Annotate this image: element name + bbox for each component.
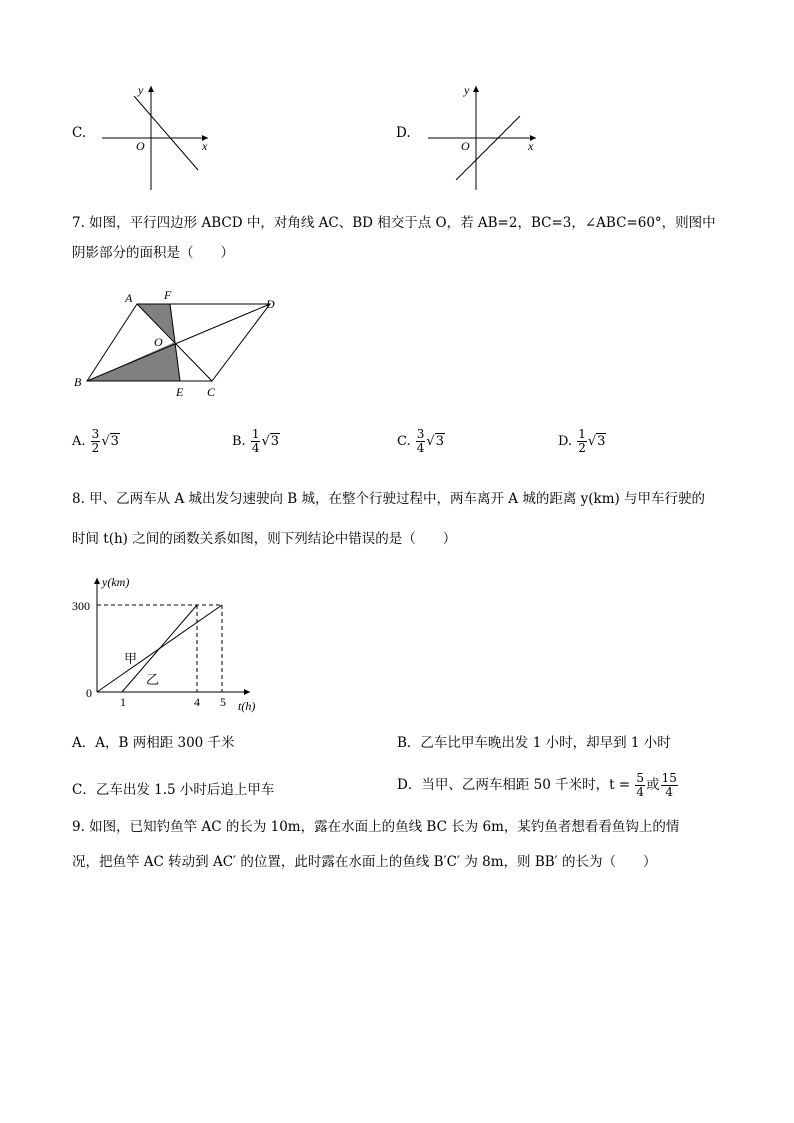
point-a-label: A <box>125 291 133 305</box>
graph-line <box>134 96 198 170</box>
q7-parallelogram-figure <box>70 285 290 403</box>
tick-300: 300 <box>72 599 90 613</box>
x-label: x <box>528 139 534 153</box>
point-f-label: F <box>164 288 172 302</box>
label-yi: 乙 <box>146 672 160 687</box>
tick-origin: 0 <box>86 686 92 700</box>
q6-option-d-graph <box>424 80 544 192</box>
origin-label: O <box>461 139 470 153</box>
q8-text-line1: 8. 甲、乙两车从 A 城出发匀速驶向 B 城，在整个行驶过程中，两车离开 A 城的距离 y(km) 与甲车行驶的 <box>72 491 706 507</box>
y-axis-label: y(km) <box>102 575 130 589</box>
tick-t1: 1 <box>120 695 126 709</box>
x-label: x <box>202 139 208 153</box>
tick-t5: 5 <box>220 695 226 709</box>
sqrt: √3 <box>101 434 119 449</box>
q8-option-d[interactable]: D．当甲、乙两车相距 50 千米时，t = $\frac{5}{4}$ 或 $\frac{15}{4}$ <box>397 771 677 799</box>
line-yi <box>122 605 197 692</box>
q7-option-b[interactable]: B. $\frac{1}{4}$ √3 <box>232 427 280 455</box>
tick-t4: 4 <box>194 695 200 709</box>
label-jia: 甲 <box>124 651 138 666</box>
q9-text-line1: 9. 如图，已知钓鱼竿 AC 的长为 10m，露在水面上的鱼线 BC 长为 6m，某钓鱼者想看看鱼钩上的情 <box>72 819 680 835</box>
q8-option-b[interactable]: B．乙车比甲车晚出发 1 小时，却早到 1 小时 <box>397 735 671 751</box>
point-b-label: B <box>74 375 82 389</box>
point-d-label: D <box>266 297 275 311</box>
fraction-15-4: $\frac{15}{4}$ <box>661 771 677 799</box>
point-o-label: O <box>154 335 163 349</box>
point-e-label: E <box>176 385 184 399</box>
y-label: y <box>464 83 470 97</box>
q6-option-d-label: D. <box>396 125 411 141</box>
q7-option-a[interactable]: A. $\frac{3}{2}$ √3 <box>72 427 119 455</box>
origin-label: O <box>136 139 145 153</box>
fraction: $\frac{3}{2}$ <box>91 427 100 455</box>
q9-text-line2: 况，把鱼竿 AC 转动到 AC′ 的位置，此时露在水面上的鱼线 B′C′ 为 8m，则 BB′ 的长为（ ） <box>72 854 657 870</box>
t-axis-label: t(h) <box>238 699 256 713</box>
sqrt: √3 <box>426 434 444 449</box>
y-label: y <box>138 83 144 97</box>
q8-option-c[interactable]: C．乙车出发 1.5 小时后追上甲车 <box>72 782 275 798</box>
q6-option-c-label: C. <box>72 125 87 141</box>
fraction: $\frac{1}{2}$ <box>578 427 586 455</box>
q8-option-a[interactable]: A．A，B 两相距 300 千米 <box>72 735 235 751</box>
q6-option-c-graph <box>98 80 218 192</box>
q7-text-line2: 阴影部分的面积是（ ） <box>72 245 234 261</box>
q7-option-c[interactable]: C. $\frac{3}{4}$ √3 <box>397 427 444 455</box>
sqrt: √3 <box>261 434 280 449</box>
q8-distance-time-graph <box>70 572 270 720</box>
q7-option-d[interactable]: D. $\frac{1}{2}$ √3 <box>558 427 606 455</box>
point-c-label: C <box>207 385 216 399</box>
sqrt: √3 <box>587 434 606 449</box>
q7-text-line1: 7. 如图，平行四边形 ABCD 中，对角线 AC、BD 相交于点 O，若 AB=2，BC=3，∠ABC=60°，则图中 <box>72 215 716 231</box>
fraction-5-4: $\frac{5}{4}$ <box>636 771 645 799</box>
fraction: $\frac{1}{4}$ <box>251 427 260 455</box>
fraction: $\frac{3}{4}$ <box>416 427 425 455</box>
q8-text-line2: 时间 t(h) 之间的函数关系如图，则下列结论中错误的是（ ） <box>72 531 457 547</box>
